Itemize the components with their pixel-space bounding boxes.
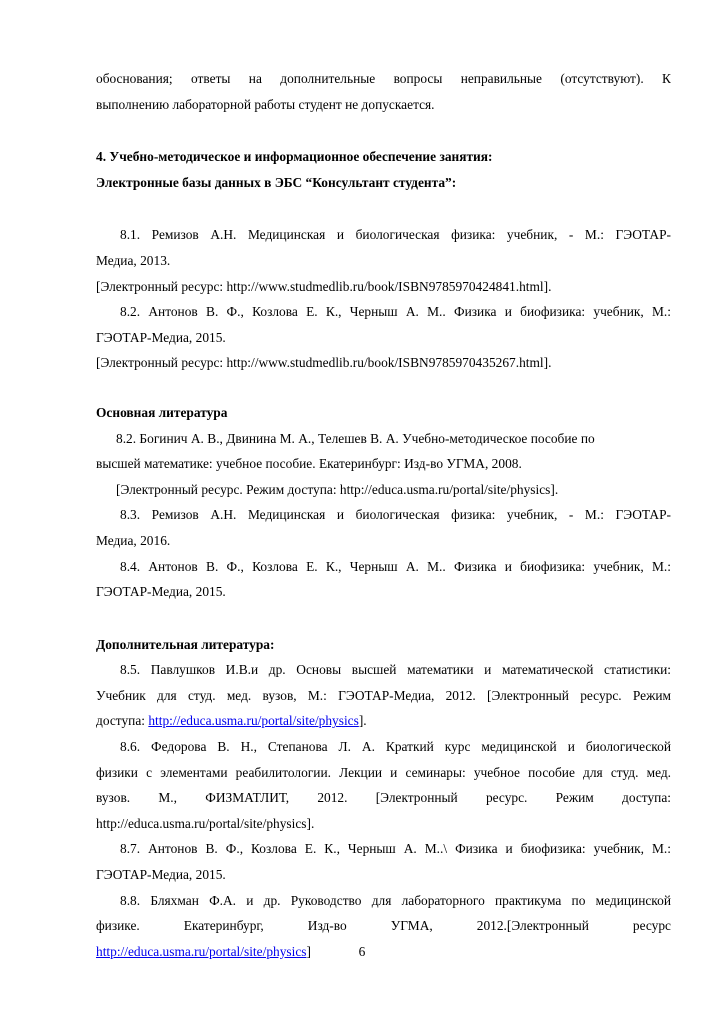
reference-line xyxy=(96,708,671,734)
reference-line: 8.1. Ремизов А.Н. Медицинская и биологическая физика: учебник, - М.: ГЭОТАР- xyxy=(120,227,671,243)
reference-line: Медиа, 2013. xyxy=(96,252,171,268)
page-content xyxy=(96,66,671,964)
additional-literature-heading: Дополнительная литература: xyxy=(96,636,275,652)
reference-line: высшей математике: учебное пособие. Екатеринбург: Изд-во УГМА, 2008. xyxy=(96,456,522,472)
reference-line: http://educa.usma.ru/portal/site/physics]. xyxy=(96,815,315,831)
intro-paragraph xyxy=(96,66,671,117)
section-subheading: Электронные базы данных в ЭБС “Консультант студента”: xyxy=(96,174,457,190)
reference-line: вузов. М., ФИЗМАТЛИТ, 2012. [Электронный ресурс. Режим доступа: xyxy=(96,790,671,806)
reference-line: ГЭОТАР-Медиа, 2015. xyxy=(96,584,226,600)
reference-line: 8.7. Антонов В. Ф., Козлова Е. К., Черныш А. М..\ Физика и биофизика: учебник, М.: xyxy=(120,841,671,857)
reference-line: 8.4. Антонов В. Ф., Козлова Е. К., Черныш А. М.. Физика и биофизика: учебник, М.: xyxy=(120,558,671,574)
reference-line: Учебник для студ. мед. вузов, М.: ГЭОТАР-Медиа, 2012. [Электронный ресурс. Режим xyxy=(96,687,671,703)
reference-line: 8.2. Богинич А. В., Двинина М. А., Телешев В. А. Учебно-методическое пособие по xyxy=(116,430,595,446)
reference-line: физики с элементами реабилитологии. Лекции и семинары: учебное пособие для студ. мед. xyxy=(96,764,671,780)
additional-literature-list xyxy=(96,657,671,964)
main-literature-heading: Основная литература xyxy=(96,404,228,420)
reference-text: ]. xyxy=(358,713,367,729)
reference-line: ГЭОТАР-Медиа, 2015. xyxy=(96,329,226,345)
physics-portal-link[interactable]: http://educa.usma.ru/portal/site/physics xyxy=(148,713,359,729)
physics-portal-link[interactable]: http://educa.usma.ru/portal/site/physics xyxy=(96,943,307,959)
reference-line: Медиа, 2016. xyxy=(96,532,171,548)
reference-line: физике. Екатеринбург, Изд-во УГМА, 2012.[Электронный ресурс xyxy=(96,918,671,934)
reference-line: ГЭОТАР-Медиа, 2015. xyxy=(96,867,226,883)
reference-text: ] xyxy=(306,943,311,959)
section-heading: 4. Учебно-методическое и информационное обеспечение занятия: xyxy=(96,149,493,165)
reference-line: 8.8. Бляхман Ф.А. и др. Руководство для лабораторного практикума по медицинской xyxy=(120,892,671,908)
ebs-reference-list xyxy=(96,222,671,376)
reference-line: [Электронный ресурс. Режим доступа: http://educa.usma.ru/portal/site/physics]. xyxy=(116,481,559,497)
text-line: обоснования; ответы на дополнительные вопросы неправильные (отсутствуют). К xyxy=(96,71,671,86)
main-literature-list xyxy=(96,426,671,605)
reference-line: 8.6. Федорова В. Н., Степанова Л. А. Краткий курс медицинской и биологической xyxy=(120,739,671,755)
reference-line: [Электронный ресурс: http://www.studmedlib.ru/book/ISBN9785970435267.html]. xyxy=(96,355,552,371)
page-number: 6 xyxy=(358,944,366,959)
reference-text: доступа: xyxy=(96,713,149,729)
reference-line: 8.3. Ремизов А.Н. Медицинская и биологическая физика: учебник, - М.: ГЭОТАР- xyxy=(120,507,671,523)
reference-line: 8.2. Антонов В. Ф., Козлова Е. К., Черныш А. М.. Физика и биофизика: учебник, М.: xyxy=(120,304,671,320)
reference-line: [Электронный ресурс: http://www.studmedlib.ru/book/ISBN9785970424841.html]. xyxy=(96,278,552,294)
reference-line: 8.5. Павлушков И.В.и др. Основы высшей математики и математической статистики: xyxy=(120,662,671,678)
text-line: выполнению лабораторной работы студент не допускается. xyxy=(96,96,435,112)
